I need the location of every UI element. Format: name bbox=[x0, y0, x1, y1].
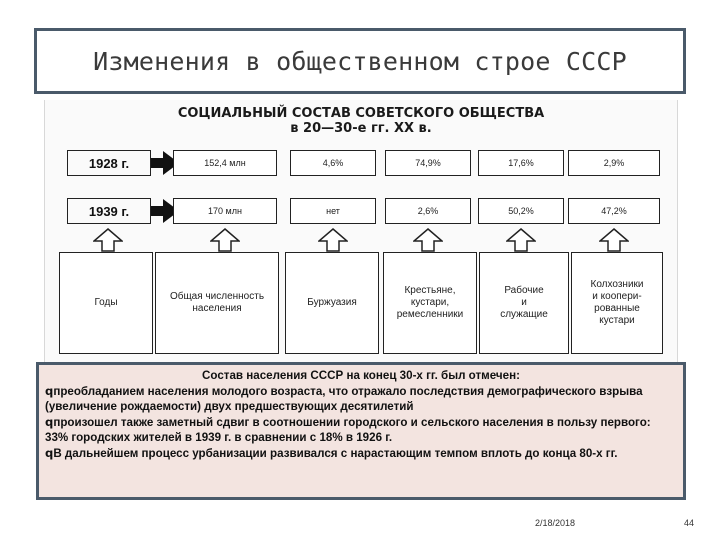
cell-collective-1939: 47,2% bbox=[568, 198, 660, 224]
social-structure-table bbox=[44, 100, 678, 362]
category-total-population: Общая численность населения bbox=[155, 252, 279, 354]
note-item bbox=[45, 446, 677, 462]
table-subtitle: в 20—30-е гг. XX в. bbox=[290, 121, 432, 136]
up-arrow-icon bbox=[506, 228, 536, 252]
category-bourgeoisie: Буржуазия bbox=[285, 252, 379, 354]
up-arrow-icon bbox=[599, 228, 629, 252]
slide-title-frame bbox=[34, 28, 686, 94]
slide-title: Изменения в общественном строе СССР bbox=[93, 46, 627, 76]
cell-collective-1928: 2,9% bbox=[568, 150, 660, 176]
table-title: СОЦИАЛЬНЫЙ СОСТАВ СОВЕТСКОГО ОБЩЕСТВА bbox=[177, 106, 545, 121]
year-1928: 1928 г. bbox=[67, 150, 151, 176]
footer-date: 2/18/2018 bbox=[535, 518, 576, 528]
category-workers: Рабочие и служащие bbox=[479, 252, 569, 354]
cell-workers-1939: 50,2% bbox=[478, 198, 564, 224]
up-arrow-icon bbox=[210, 228, 240, 252]
note-item-text: преобладанием населения молодого возраста, что отражало последствия демографического взрыва (увеличение рождаемости) двух предшествующих десятилетий bbox=[45, 384, 643, 414]
cell-peasants-1939: 2,6% bbox=[385, 198, 471, 224]
cell-peasants-1928: 74,9% bbox=[385, 150, 471, 176]
page-number: 44 bbox=[684, 518, 695, 528]
arrow-shaft bbox=[151, 158, 163, 168]
category-peasants: Крестьяне, кустари, ремесленники bbox=[383, 252, 477, 354]
category-collective-farmers: Колхозники и коопери- рованные кустари bbox=[571, 252, 663, 354]
cell-workers-1928: 17,6% bbox=[478, 150, 564, 176]
note-heading: Состав населения СССР на конец 30-х гг. был отмечен: bbox=[202, 369, 520, 382]
note-item-text: В дальнейшем процесс урбанизации развивался с нарастающим темпом вплоть до конца 80-х гг. bbox=[53, 446, 618, 460]
note-item bbox=[45, 384, 677, 415]
note-item-text: произошел также заметный сдвиг в соотношении городского и сельского населения в пользу первого: 33% городских жителей в 1939 г. в сравнении с 18% в 1926 г. bbox=[45, 415, 651, 445]
cell-bourgeoisie-1928: 4,6% bbox=[290, 150, 376, 176]
up-arrow-icon bbox=[318, 228, 348, 252]
note-item bbox=[45, 415, 677, 446]
up-arrow-icon bbox=[93, 228, 123, 252]
cell-bourgeoisie-1939: нет bbox=[290, 198, 376, 224]
up-arrow-icon bbox=[413, 228, 443, 252]
cell-population-1928: 152,4 млн bbox=[173, 150, 277, 176]
year-1939: 1939 г. bbox=[67, 198, 151, 224]
category-years: Годы bbox=[59, 252, 153, 354]
arrow-shaft bbox=[151, 206, 163, 216]
cell-population-1939: 170 млн bbox=[173, 198, 277, 224]
population-note-box bbox=[36, 362, 686, 500]
